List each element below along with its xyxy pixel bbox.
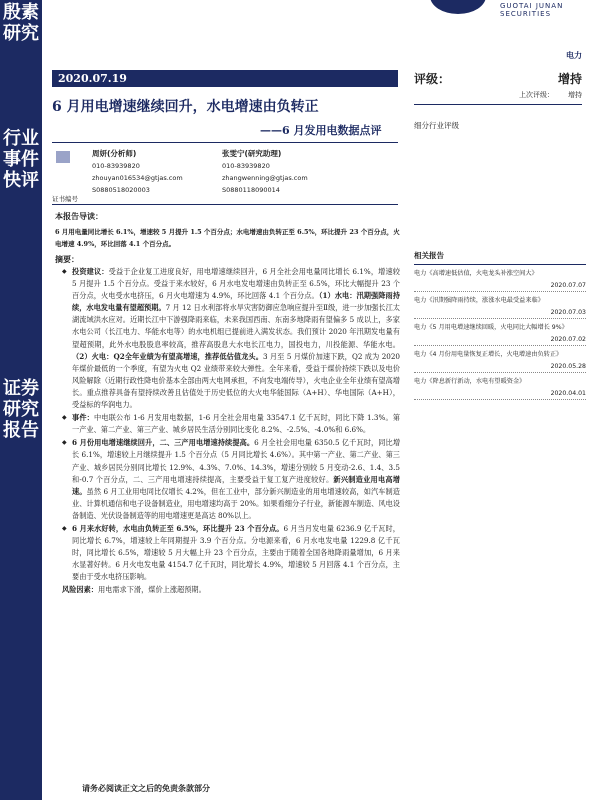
report-date: 2020.07.19 [52, 70, 398, 87]
paragraph-june-usage [62, 437, 400, 522]
related-reports [414, 250, 586, 400]
related-report-item[interactable] [414, 323, 586, 346]
related-report-title[interactable]: 电力《5 月用电增速继续回暖，火电同比大幅增长 9%》 [414, 324, 568, 331]
related-report-date: 2020.07.07 [414, 282, 586, 292]
para-heading: （1）水电：汛期强降雨持续，水电发电量有望超预期。 [72, 291, 400, 313]
related-report-date: 2020.05.28 [414, 363, 586, 373]
analyst-1 [92, 148, 183, 196]
sidebar-bottom-text: 证券研究报告 [3, 378, 39, 441]
paragraph-investment [62, 266, 400, 411]
analyst-phone: 010-83939820 [92, 162, 140, 170]
analyst-2 [222, 148, 308, 196]
prev-rating-value: 增持 [568, 91, 582, 99]
related-report-item[interactable] [414, 296, 586, 319]
para-text: 受益于企业复工进度良好，用电增速继续回升，6 月全社会用电量同比增长 6.1%，增速较 5 月提升 1.5 个百分点。受益于来水较好，6 月水电发电增速由负转正至 6.5%，环比大幅提升 23 个百分点，火电受水电挤压，6 月火电增速为 4.9%，环比回落 4.1 个百分点。 [72, 267, 400, 301]
para-text: 中电联公布 1-6 月发用电数据，1-6 月全社会用电量 33547.1 亿千瓦时，同比下降 1.3%。第一产业、第二产业、第三产业、城乡居民生活分别同比变化 8.2%、-2.5%、-4.0%和 6.6%。 [72, 413, 400, 435]
report-subtitle: ——6 月发用电数据点评 [260, 124, 382, 137]
prev-rating-label: 上次评级： [519, 91, 554, 99]
title-divider [52, 142, 398, 143]
guide-text: 6 月用电量同比增长 6.1%，增速较 5 月提升 1.5 个百分点；水电增速由负转正至 6.5%，环比提升 23 个百分点，火电增速 4.9%，环比回落 4.1 个百分点。 [55, 228, 400, 248]
related-report-title[interactable]: 电力《降息新行新动，水电有望暖资金》 [414, 378, 526, 385]
analyst-name: 周妍(分析师) [92, 149, 137, 158]
related-report-item[interactable] [414, 269, 586, 292]
paragraph-event [62, 412, 400, 436]
company-logo [400, 0, 600, 16]
para-text: 虽然 6 月工业用电同比仅增长 4.2%，但在工业中，部分新兴制造业的用电增速较高，如汽车制造业、计算机通信和电子设备制造业，用电增速均高于 20%。如果看细分子行业，新能源车制造、风电设备制造、光伏设备制造等的用电增速更是高达 80%以上。 [72, 486, 400, 520]
para-heading: 6 月来水好转，水电由负转正至 6.5%，环比提升 23 个百分点。 [72, 523, 284, 533]
para-heading: （2）火电：Q2全年业绩为有望高增速，推荐低估值龙头。 [72, 351, 263, 361]
disclaimer-footer: 请务必阅读正文之后的免责条款部分 [82, 783, 210, 793]
related-reports-title: 相关报告 [414, 250, 586, 265]
para-text: 6 月全社会用电量 6350.5 亿千瓦时，同比增长 6.1%，增速较上月继续提升 1.5 个百分点（5 月同比增长 4.6%）。其中第一产业、第二产业、第三产业、城乡居民分别同比增长 12.9%、4.3%、7.0%、14.3%，增速分别较 5 月变动-2.6、1.4、3.5 和-0.7 个百分点，二、三产用电增速持续提高，主要受益于复工复产进度较好。 [72, 438, 401, 484]
analyst-name: 张雯宁(研究助理) [222, 149, 282, 158]
para-text: 6 月当月发电量 6236.9 亿千瓦时，同比增长 6.7%，增速较上年同期提升 3.9 个百分点。分电源来看，6 月水电发电量 1229.8 亿千瓦时，同比增长 6.5%，增速较 5 月大幅上升 23 个百分点，主要由于随着全国各地降雨量增加，6 月来水显著好转。6 月火电发电量 4154.7 亿千瓦时，同比增长 4.9%，增速较 5 月回落 4.1 个百分点，主要由于受水电挤压影响。 [72, 523, 400, 582]
cert-label: 证书编号 [52, 195, 78, 203]
para-heading: 风险因素： [62, 585, 98, 595]
sidebar-top-text: 殷素研究 [3, 2, 39, 44]
related-report-title[interactable]: 电力《高增速低估值，火电龙头补涨空间大》 [414, 270, 538, 277]
company-name-en: GUOTAI JUNAN SECURITIES [500, 2, 564, 18]
analyst-email: zhangwenning@gtjas.com [222, 174, 308, 182]
guide-title: 本报告导读： [55, 211, 103, 221]
para-heading: 新兴制造业用电高增速。 [72, 474, 400, 496]
analyst-email: zhouyan016534@gtjas.com [92, 174, 183, 182]
para-heading: 6 月份用电增速继续回升，二、三产用电增速持续提高。 [72, 438, 255, 448]
rating-divider [414, 104, 582, 105]
para-text: 7 月 12 日水利部将水旱灾害防御应急响应提升至Ⅱ级，进一步加强长江太湖流域洪水应对。近期长江中下游强降雨来临，未来我国西南、东南多地降雨有望偏多 5 成以上，多家水电公司（长江电力、华能水电等）的水电机组已提前进入满发状态。我们预计 2020 年汛期发电量有望超预期，此外水电股股息率较高，推荐高股息大水电长江电力，国投电力，川投能源、华能水电。 [72, 303, 400, 349]
report-body [62, 266, 400, 598]
sidebar [0, 0, 42, 800]
related-report-title[interactable]: 电力《4 月份用电量恢复正增长，火电增速由负转正》 [414, 351, 563, 358]
paragraph-risk [62, 584, 400, 596]
report-title: 6 月用电增速继续回升，水电增速由负转正 [52, 99, 319, 115]
para-heading: 投资建议： [72, 267, 109, 276]
paragraph-hydro [62, 523, 400, 583]
industry-rating-label: 细分行业评级 [414, 121, 459, 130]
related-report-date: 2020.04.01 [414, 390, 586, 400]
sidebar-section-text: 行业事件快评 [3, 128, 39, 191]
summary-title: 摘要： [55, 254, 79, 264]
analyst-divider [52, 204, 398, 205]
logo-emblem-icon [430, 0, 486, 14]
para-heading: 事件： [72, 413, 95, 423]
para-text: 用电需求下滑，煤价上涨超预期。 [97, 585, 206, 595]
rating-value: 增持 [557, 72, 582, 86]
rating-box [414, 70, 582, 105]
related-report-title[interactable]: 电力《汛期强降雨持续，涨涨水电最受益来临》 [414, 297, 544, 304]
analyst-cert: S0880118090014 [222, 186, 280, 194]
rating-label: 评级： [414, 72, 451, 86]
para-text: 3 月至 5 月煤价加速下跌，Q2 成为 2020 年煤价最低的一个季度，有望为火电 Q2 业绩带来较大弹性。全年来看，受益于煤价持续下跌以及电价风险解除（近期行政性降电价基本全部由两大电网承担，不向发电端传导），火电企业全年业绩有望高增长。重点推荐具备有望持续改善且估值处于历史低位的大火电华能国际（A+H）、华电国际（A+H），受益标的华润电力。 [72, 351, 400, 410]
industry-category: 电力 [566, 51, 582, 60]
related-report-item[interactable] [414, 377, 586, 400]
related-report-date: 2020.07.03 [414, 309, 586, 319]
analyst-cert: S0880518020003 [92, 186, 150, 194]
related-report-date: 2020.07.02 [414, 336, 586, 346]
analyst-phone: 010-83939820 [222, 162, 270, 170]
analyst-avatar-icon [56, 151, 70, 163]
related-report-item[interactable] [414, 350, 586, 373]
